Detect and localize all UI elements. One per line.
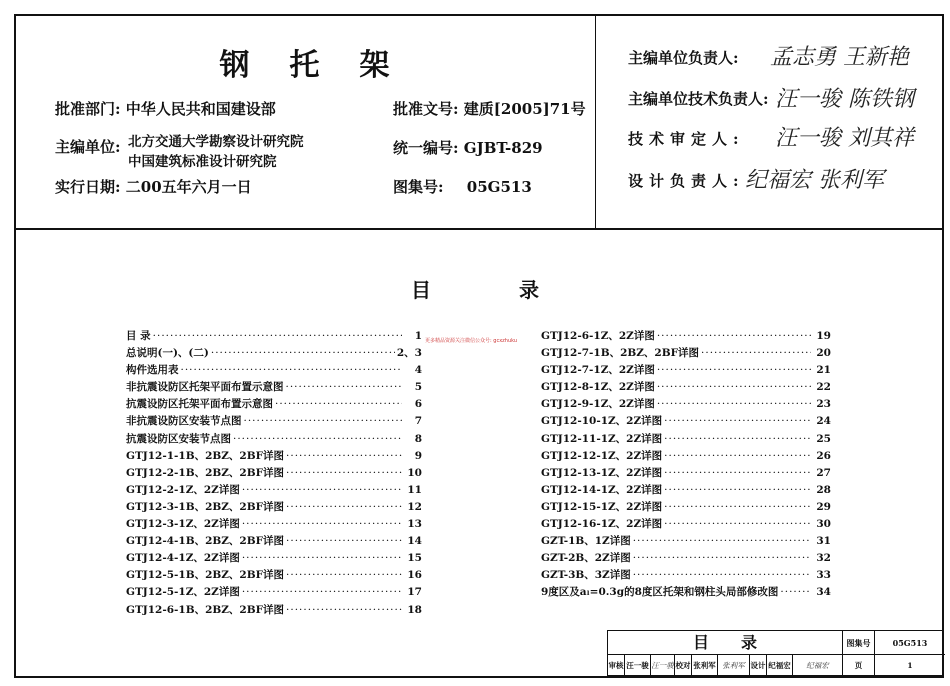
toc-item bbox=[541, 379, 831, 396]
document-title: 钢托架 bbox=[219, 48, 430, 83]
toc-item-label: GTJ12-7-1B、2BZ、2BF详图 bbox=[541, 347, 700, 360]
toc-item-leader bbox=[664, 499, 811, 516]
toc-heading bbox=[0, 274, 950, 303]
toc-item-page: 11 bbox=[407, 483, 422, 496]
toc-item-leader bbox=[286, 533, 402, 550]
toc-item bbox=[541, 499, 831, 516]
toc-item bbox=[126, 345, 422, 362]
toc-item-page: 34 bbox=[816, 586, 831, 599]
toc-item-label: 构件选用表 bbox=[126, 364, 179, 377]
signature-2: 汪一骏 陈铁钢 bbox=[775, 87, 914, 112]
toc-item-label: GTJ12-16-1Z、2Z详图 bbox=[541, 518, 663, 531]
atlas-no-row bbox=[393, 176, 532, 197]
toc-item-label: GTJ12-9-1Z、2Z详图 bbox=[541, 398, 655, 411]
reviewer-name: 汪一骏 bbox=[625, 655, 651, 677]
toc-item-leader bbox=[664, 431, 811, 448]
toc-item-label: GTJ12-10-1Z、2Z详图 bbox=[541, 415, 663, 428]
reviewer-signature: 汪一骏 bbox=[651, 655, 675, 677]
toc-item-page: 14 bbox=[407, 535, 422, 548]
checker-signature: 张利军 bbox=[718, 655, 750, 677]
atlas-no-label: 图集号: bbox=[393, 178, 444, 196]
designer-label: 设计 bbox=[750, 655, 767, 677]
toc-item bbox=[126, 516, 422, 533]
toc-item-page: 31 bbox=[816, 535, 831, 548]
toc-item bbox=[126, 602, 422, 619]
approval-doc-row bbox=[393, 98, 586, 119]
effective-date-label: 实行日期: bbox=[55, 178, 121, 196]
toc-item-leader bbox=[633, 567, 811, 584]
toc-item-label: GZT-2B、2Z详图 bbox=[541, 552, 631, 565]
unified-no-label: 统一编号: bbox=[393, 139, 459, 157]
toc-item-page: 5 bbox=[414, 381, 422, 394]
page-label: 页 bbox=[843, 655, 875, 677]
toc-item bbox=[126, 482, 422, 499]
toc-item-label: GTJ12-6-1Z、2Z详图 bbox=[541, 330, 655, 342]
toc-item-page: 24 bbox=[816, 415, 831, 428]
toc-item-page: 4 bbox=[414, 364, 422, 377]
toc-item-label: 抗震设防区托架平面布置示意图 bbox=[126, 398, 273, 411]
toc-item-label: GTJ12-11-1Z、2Z详图 bbox=[541, 432, 663, 445]
toc-item-page: 17 bbox=[407, 586, 422, 599]
toc-item-page: 12 bbox=[407, 500, 422, 513]
resp-label-4: 设计负责人: bbox=[628, 172, 745, 190]
unified-no-row bbox=[393, 137, 543, 158]
toc-item-leader bbox=[657, 362, 811, 379]
toc-item-leader bbox=[286, 379, 403, 396]
toc-item bbox=[126, 465, 422, 482]
toc-item-leader bbox=[664, 413, 811, 430]
effective-date: 二00五年六月一日 bbox=[125, 178, 252, 196]
page-number: 1 bbox=[907, 661, 913, 670]
toc-item-page: 26 bbox=[816, 449, 831, 462]
toc-item-page: 8 bbox=[414, 432, 422, 445]
toc-item-leader bbox=[286, 499, 402, 516]
toc-item-leader bbox=[657, 396, 811, 413]
toc-item bbox=[541, 584, 831, 601]
toc-item bbox=[126, 328, 422, 345]
toc-item-leader bbox=[286, 448, 402, 465]
toc-item bbox=[541, 533, 831, 550]
toc-item-label: GTJ12-1-1B、2BZ、2BF详图 bbox=[126, 449, 285, 462]
toc-item-label: GTJ12-2-1B、2BZ、2BF详图 bbox=[126, 466, 285, 479]
toc-item-label: GTJ12-4-1B、2BZ、2BF详图 bbox=[126, 535, 285, 548]
signature-1: 孟志勇 王新艳 bbox=[770, 45, 909, 70]
toc-item-page: 28 bbox=[816, 483, 831, 496]
toc-item-page: 1 bbox=[414, 330, 422, 342]
toc-item-page: 29 bbox=[816, 500, 831, 513]
toc-item-page: 10 bbox=[407, 466, 422, 479]
approval-dept: 中华人民共和国建设部 bbox=[125, 100, 276, 118]
toc-item-label: 抗震设防区安装节点图 bbox=[126, 432, 231, 445]
title-block bbox=[607, 630, 944, 676]
resp-label-2: 主编单位技术负责人: bbox=[628, 90, 769, 108]
toc-item-leader bbox=[657, 328, 811, 345]
toc-item-leader bbox=[664, 448, 811, 465]
designer-name: 纪福宏 bbox=[767, 655, 793, 677]
signature-3: 汪一骏 刘其祥 bbox=[775, 126, 914, 151]
approval-dept-row bbox=[55, 98, 276, 119]
toc-item-label: GZT-3B、3Z详图 bbox=[541, 569, 631, 582]
toc-item bbox=[541, 413, 831, 430]
toc-item-leader bbox=[244, 413, 403, 430]
header-vertical-separator bbox=[595, 14, 596, 228]
toc-item-leader bbox=[780, 584, 811, 601]
toc-item-page: 27 bbox=[816, 466, 831, 479]
toc-item-label: 目 录 bbox=[126, 330, 151, 342]
toc-item-page: 2、3 bbox=[396, 347, 422, 360]
resp-label-1: 主编单位负责人: bbox=[628, 49, 739, 67]
toc-item-label: GTJ12-6-1B、2BZ、2BF详图 bbox=[126, 603, 285, 616]
toc-item bbox=[126, 362, 422, 379]
toc-item bbox=[541, 362, 831, 379]
toc-item bbox=[541, 550, 831, 567]
toc-item bbox=[126, 396, 422, 413]
reviewer-label: 审核 bbox=[608, 655, 625, 677]
toc-item-leader bbox=[701, 345, 811, 362]
toc-item-page: 7 bbox=[414, 415, 422, 428]
title-block-signature-row bbox=[608, 655, 945, 677]
toc-item-page: 16 bbox=[407, 569, 422, 582]
title-block-title bbox=[608, 631, 843, 655]
toc-item-page: 32 bbox=[816, 552, 831, 565]
toc-item-leader bbox=[664, 482, 811, 499]
toc-item-page: 13 bbox=[407, 518, 422, 531]
toc-item-label: GTJ12-3-1B、2BZ、2BF详图 bbox=[126, 500, 285, 513]
unified-no: GJBT-829 bbox=[463, 139, 543, 157]
toc-item-page: 30 bbox=[816, 518, 831, 531]
toc-item-leader bbox=[286, 602, 402, 619]
toc-item-leader bbox=[242, 516, 402, 533]
watermark-text: 更多精品资源关注微信公众号: gcxzhuku bbox=[425, 338, 518, 344]
toc-item-label: 总说明(一)、(二) bbox=[126, 347, 209, 360]
toc-item bbox=[126, 584, 422, 601]
toc-item-page: 20 bbox=[816, 347, 831, 360]
toc-heading-char-1: 目 bbox=[411, 278, 431, 302]
toc-item-leader bbox=[211, 345, 395, 362]
toc-item-leader bbox=[275, 396, 402, 413]
toc-item-label: GTJ12-5-1B、2BZ、2BF详图 bbox=[126, 569, 285, 582]
toc-item-label: GTJ12-12-1Z、2Z详图 bbox=[541, 449, 663, 462]
toc-heading-char-2: 录 bbox=[519, 278, 539, 302]
toc-item-page: 9 bbox=[414, 449, 422, 462]
toc-item bbox=[541, 482, 831, 499]
toc-item-leader bbox=[153, 328, 402, 345]
toc-item bbox=[126, 448, 422, 465]
toc-item-label: GTJ12-2-1Z、2Z详图 bbox=[126, 483, 240, 496]
editor-units bbox=[128, 132, 304, 172]
toc-item-page: 22 bbox=[816, 381, 831, 394]
designer-signature: 纪福宏 bbox=[793, 655, 843, 677]
toc-item-page: 15 bbox=[407, 552, 422, 565]
toc-left-column bbox=[126, 328, 422, 619]
toc-item-label: GTJ12-3-1Z、2Z详图 bbox=[126, 518, 240, 531]
toc-item bbox=[541, 516, 831, 533]
toc-item bbox=[541, 396, 831, 413]
toc-item-leader bbox=[633, 533, 811, 550]
toc-item-leader bbox=[242, 482, 402, 499]
toc-item-leader bbox=[242, 584, 402, 601]
title-block-title-char-1: 目 bbox=[692, 633, 709, 652]
editor-unit-1: 北方交通大学勘察设计研究院 bbox=[128, 134, 304, 150]
toc-item bbox=[541, 567, 831, 584]
toc-item-label: GTJ12-14-1Z、2Z详图 bbox=[541, 483, 663, 496]
title-block-atlas-no: 05G513 bbox=[875, 631, 945, 655]
toc-item-leader bbox=[286, 465, 402, 482]
toc-item-page: 19 bbox=[816, 330, 831, 342]
atlas-no: 05G513 bbox=[466, 178, 532, 196]
toc-item-label: GTJ12-7-1Z、2Z详图 bbox=[541, 364, 655, 377]
header-divider bbox=[14, 228, 944, 230]
approval-doc: 建质[2005]71号 bbox=[463, 100, 586, 118]
toc-item-leader bbox=[657, 379, 811, 396]
resp-label-3: 技术审定人: bbox=[628, 130, 745, 148]
checker-name: 张利军 bbox=[692, 655, 718, 677]
toc-item-page: 25 bbox=[816, 432, 831, 445]
toc-item-leader bbox=[181, 362, 403, 379]
editor-unit-2: 中国建筑标准设计研究院 bbox=[128, 154, 277, 170]
toc-item-page: 33 bbox=[816, 569, 831, 582]
toc-item bbox=[126, 379, 422, 396]
toc-item-page: 18 bbox=[407, 603, 422, 616]
toc-item bbox=[541, 328, 831, 345]
toc-item-label: GZT-1B、1Z详图 bbox=[541, 535, 631, 548]
toc-item bbox=[541, 345, 831, 362]
toc-item-leader bbox=[233, 431, 402, 448]
toc-item bbox=[126, 550, 422, 567]
toc-right-column bbox=[541, 328, 831, 602]
title-block-atlas-label: 图集号 bbox=[843, 631, 875, 655]
toc-item-label: GTJ12-8-1Z、2Z详图 bbox=[541, 381, 655, 394]
toc-item bbox=[541, 465, 831, 482]
toc-item bbox=[126, 533, 422, 550]
toc-item-leader bbox=[664, 465, 811, 482]
toc-item-label: GTJ12-5-1Z、2Z详图 bbox=[126, 586, 240, 599]
checker-label: 校对 bbox=[675, 655, 692, 677]
editor-unit-row bbox=[55, 136, 121, 157]
title-block-title-char-2: 录 bbox=[741, 633, 758, 652]
toc-item-leader bbox=[633, 550, 811, 567]
toc-item-page: 23 bbox=[816, 398, 831, 411]
editor-unit-label: 主编单位: bbox=[55, 138, 121, 156]
toc-item-label: GTJ12-13-1Z、2Z详图 bbox=[541, 466, 663, 479]
toc-item-label: GTJ12-4-1Z、2Z详图 bbox=[126, 552, 240, 565]
toc-item bbox=[541, 448, 831, 465]
toc-item bbox=[541, 431, 831, 448]
toc-item-label: 9度区及aₗ=0.3g的8度区托架和钢柱头局部修改图 bbox=[541, 586, 779, 599]
toc-item-leader bbox=[664, 516, 811, 533]
toc-item-leader bbox=[242, 550, 402, 567]
signature-4: 纪福宏 张利军 bbox=[745, 168, 884, 193]
toc-item bbox=[126, 413, 422, 430]
toc-item-leader bbox=[286, 567, 402, 584]
toc-item-page: 21 bbox=[816, 364, 831, 377]
approval-doc-label: 批准文号: bbox=[393, 100, 459, 118]
toc-item bbox=[126, 499, 422, 516]
toc-item bbox=[126, 567, 422, 584]
toc-item-label: 非抗震设防区安装节点图 bbox=[126, 415, 242, 428]
approval-dept-label: 批准部门: bbox=[55, 100, 121, 118]
effective-date-row bbox=[55, 176, 252, 197]
toc-item-page: 6 bbox=[414, 398, 422, 411]
toc-item-label: GTJ12-15-1Z、2Z详图 bbox=[541, 500, 663, 513]
toc-item bbox=[126, 431, 422, 448]
toc-item-label: 非抗震设防区托架平面布置示意图 bbox=[126, 381, 284, 394]
